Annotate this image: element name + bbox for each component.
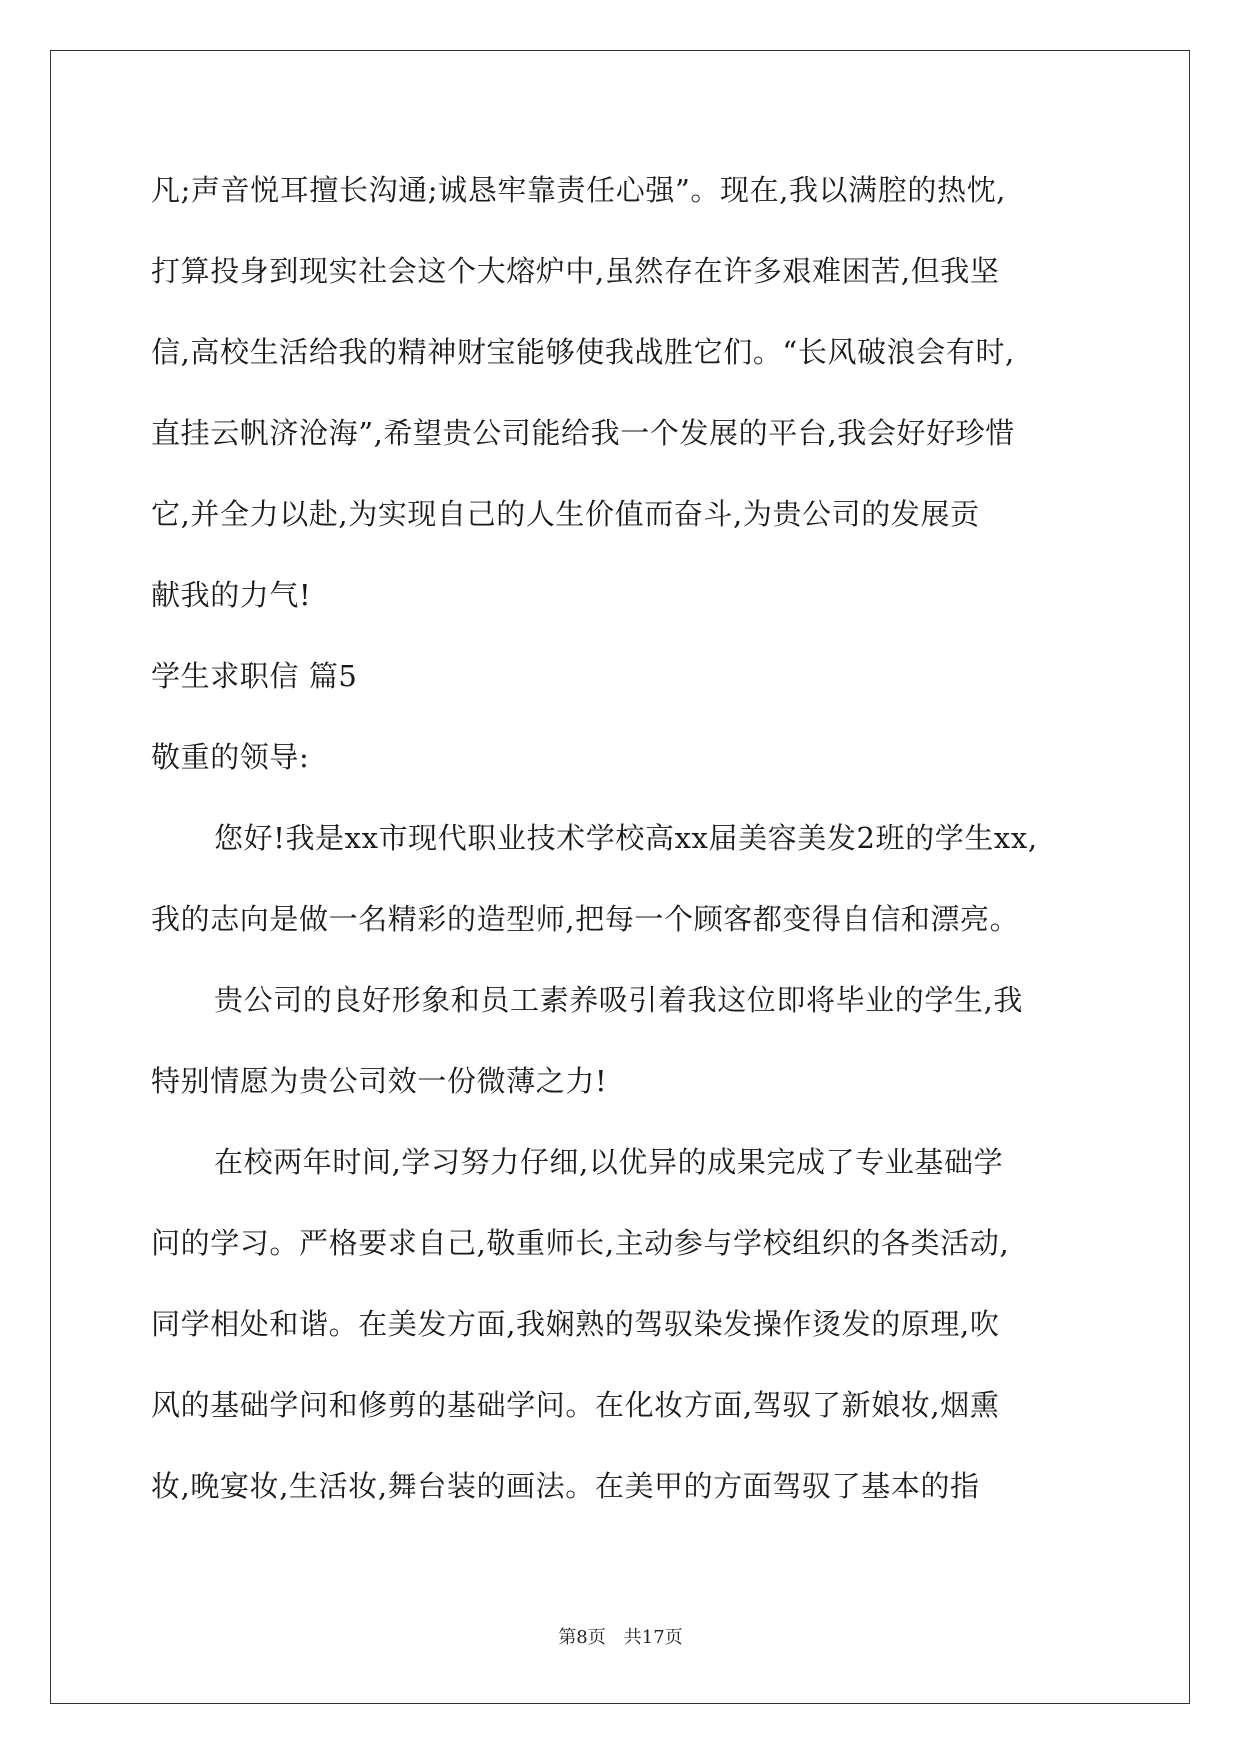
text-line: 在校两年时间,学习努力仔细,以优异的成果完成了专业基础学 <box>214 1145 1004 1179</box>
text-line: 信,高校生活给我的精神财宝能够使我战胜它们。“长风破浪会有时, <box>151 335 1015 369</box>
salutation: 敬重的领导: <box>151 740 310 774</box>
text-line: 特别情愿为贵公司效一份微薄之力! <box>151 1064 608 1098</box>
page-footer <box>0 1626 1241 1650</box>
text-line: 风的基础学问和修剪的基础学问。在化妆方面,驾驭了新娘妆,烟熏 <box>151 1388 1000 1422</box>
text-line: 您好!我是xx市现代职业技术学校高xx届美容美发2班的学生xx, <box>214 821 1038 855</box>
text-line: 我的志向是做一名精彩的造型师,把每一个顾客都变得自信和漂亮。 <box>151 902 1020 936</box>
text-line: 凡;声音悦耳擅长沟通;诚恳牢靠责任心强”。现在,我以满腔的热忱, <box>151 173 1007 207</box>
page-total: 共17页 <box>623 1627 683 1648</box>
document-body <box>151 164 1091 1541</box>
section-heading: 学生求职信 篇5 <box>151 659 358 693</box>
text-line: 献我的力气! <box>151 578 312 612</box>
text-line: 问的学习。严格要求自己,敬重师长,主动参与学校组织的各类活动, <box>151 1226 1010 1260</box>
text-line: 直挂云帆济沧海”,希望贵公司能给我一个发展的平台,我会好好珍惜 <box>151 416 1015 450</box>
text-line: 同学相处和谐。在美发方面,我娴熟的驾驭染发操作烫发的原理,吹 <box>151 1307 1000 1341</box>
page-number: 第8页 <box>558 1627 606 1648</box>
text-line: 它,并全力以赴,为实现自己的人生价值而奋斗,为贵公司的发展贡 <box>151 497 980 531</box>
text-line: 打算投身到现实社会这个大熔炉中,虽然存在许多艰难困苦,但我坚 <box>151 254 1000 288</box>
text-line: 贵公司的良好形象和员工素养吸引着我这位即将毕业的学生,我 <box>214 983 1024 1017</box>
text-line: 妆,晚宴妆,生活妆,舞台装的画法。在美甲的方面驾驭了基本的指 <box>151 1469 980 1503</box>
